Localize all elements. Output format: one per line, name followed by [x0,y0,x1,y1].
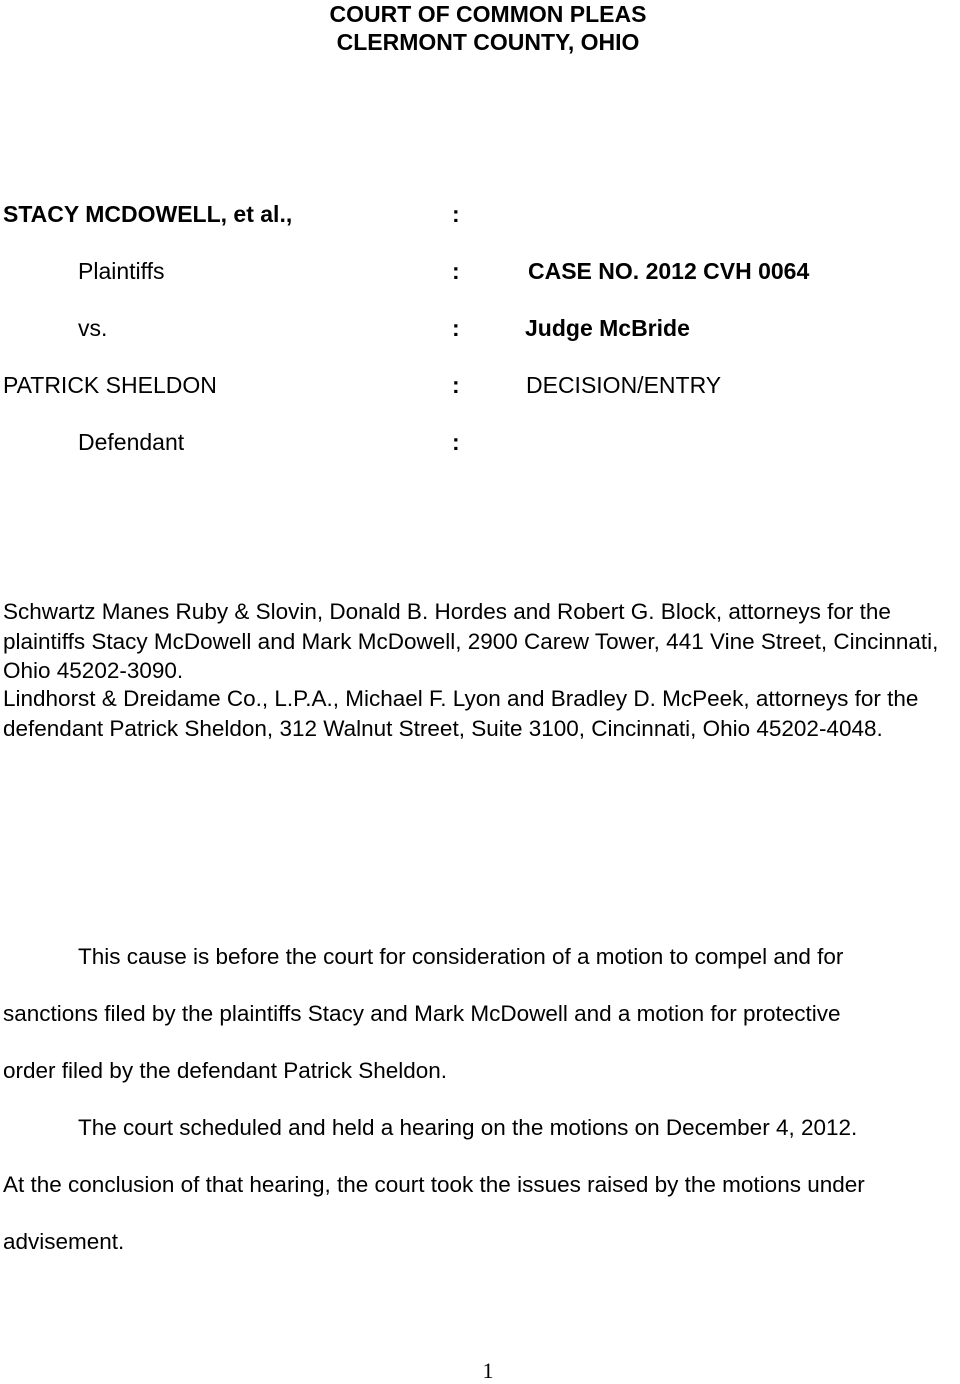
plaintiffs-counsel: Schwartz Manes Ruby & Slovin, Donald B. Hordes and Robert G. Block, attorneys for the plaintiffs Stacy McDowell and Mark McDowell, 2900 Carew Tower, 441 Vine Street, Cincinnati, Ohio 45202-3090. [3,599,939,683]
defendant-role: Defendant [78,429,185,455]
caption-separator: : [452,315,460,341]
defendant-counsel: Lindhorst & Dreidame Co., L.P.A., Michael F. Lyon and Bradley D. McPeek, attorneys for the defendant Patrick Sheldon, 312 Walnut Street, Suite 3100, Cincinnati, Ohio 45202-4048. [3,686,919,741]
plaintiff-role: Plaintiffs [78,258,165,284]
defendant-name: PATRICK SHELDON [3,372,217,398]
body-text-line: The court scheduled and held a hearing on the motions on December 4, 2012. [78,1115,858,1140]
document-type: DECISION/ENTRY [526,372,722,398]
caption-separator: : [452,429,460,455]
body-text-line: At the conclusion of that hearing, the court took the issues raised by the motions under [3,1172,865,1197]
case-number: CASE NO. 2012 CVH 0064 [528,258,810,284]
body-text-line: advisement. [3,1229,125,1254]
court-county: CLERMONT COUNTY, OHIO [336,29,640,55]
judge-name: Judge McBride [525,315,690,341]
caption-separator: : [452,201,460,227]
versus-label: vs. [78,315,108,341]
body-text-line: This cause is before the court for consideration of a motion to compel and for [78,944,844,969]
body-text-line: order filed by the defendant Patrick Sheldon. [3,1058,448,1083]
caption-separator: : [452,372,460,398]
court-name: COURT OF COMMON PLEAS [329,1,647,27]
page-number: 1 [482,1358,494,1383]
body-text-line: sanctions filed by the plaintiffs Stacy and Mark McDowell and a motion for protective [3,1001,841,1026]
plaintiff-name: STACY MCDOWELL, et al., [3,201,293,227]
caption-separator: : [452,258,460,284]
